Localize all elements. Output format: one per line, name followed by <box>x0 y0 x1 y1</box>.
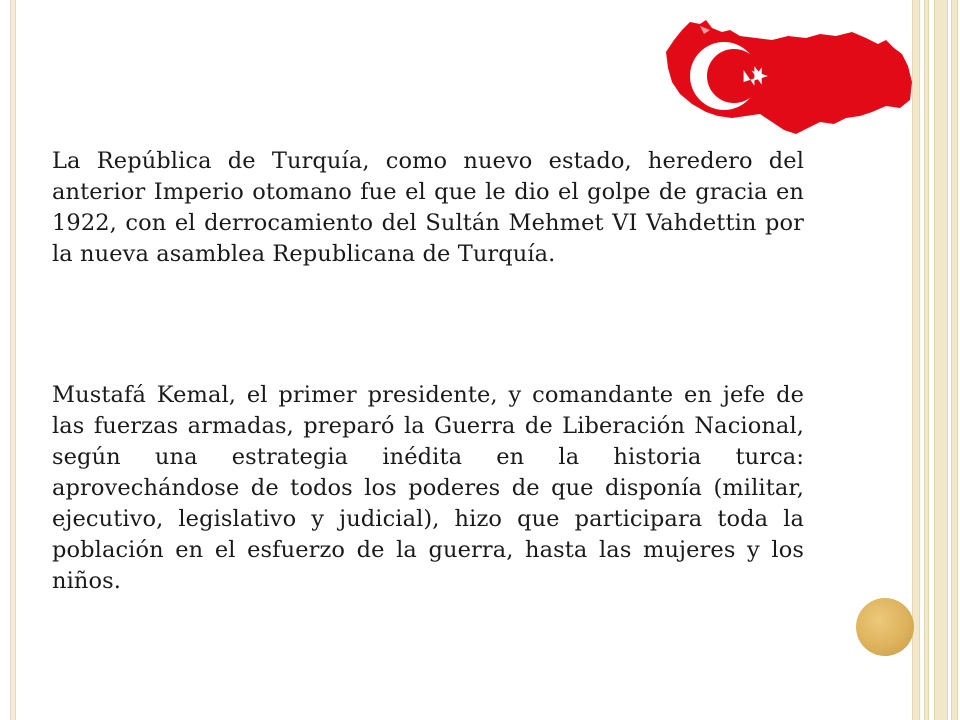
decorative-circle <box>856 598 914 656</box>
paragraph-kemal: Mustafá Kemal, el primer presidente, y comandante en jefe de las fuerzas armadas, preparó la Guerra de Liberación Nacional, según una estrategia inédita en la historia turca: aprovechándose de todos los poderes de que disponía (militar, ejecutivo, legislativo y judicial), hizo que participara toda la población en el esfuerzo de la guerra, hasta las mujeres y los niños. <box>52 382 804 594</box>
paragraph-republic: La República de Turquía, como nuevo estado, heredero del anterior Imperio otomano fue el que le dio el golpe de gracia en 1922, con el derrocamiento del Sultán Mehmet VI Vahdettin por la nueva asamblea Republicana de Turquía. <box>52 148 804 267</box>
turkey-flag-map-icon <box>660 18 918 136</box>
left-frame-line <box>10 0 16 720</box>
